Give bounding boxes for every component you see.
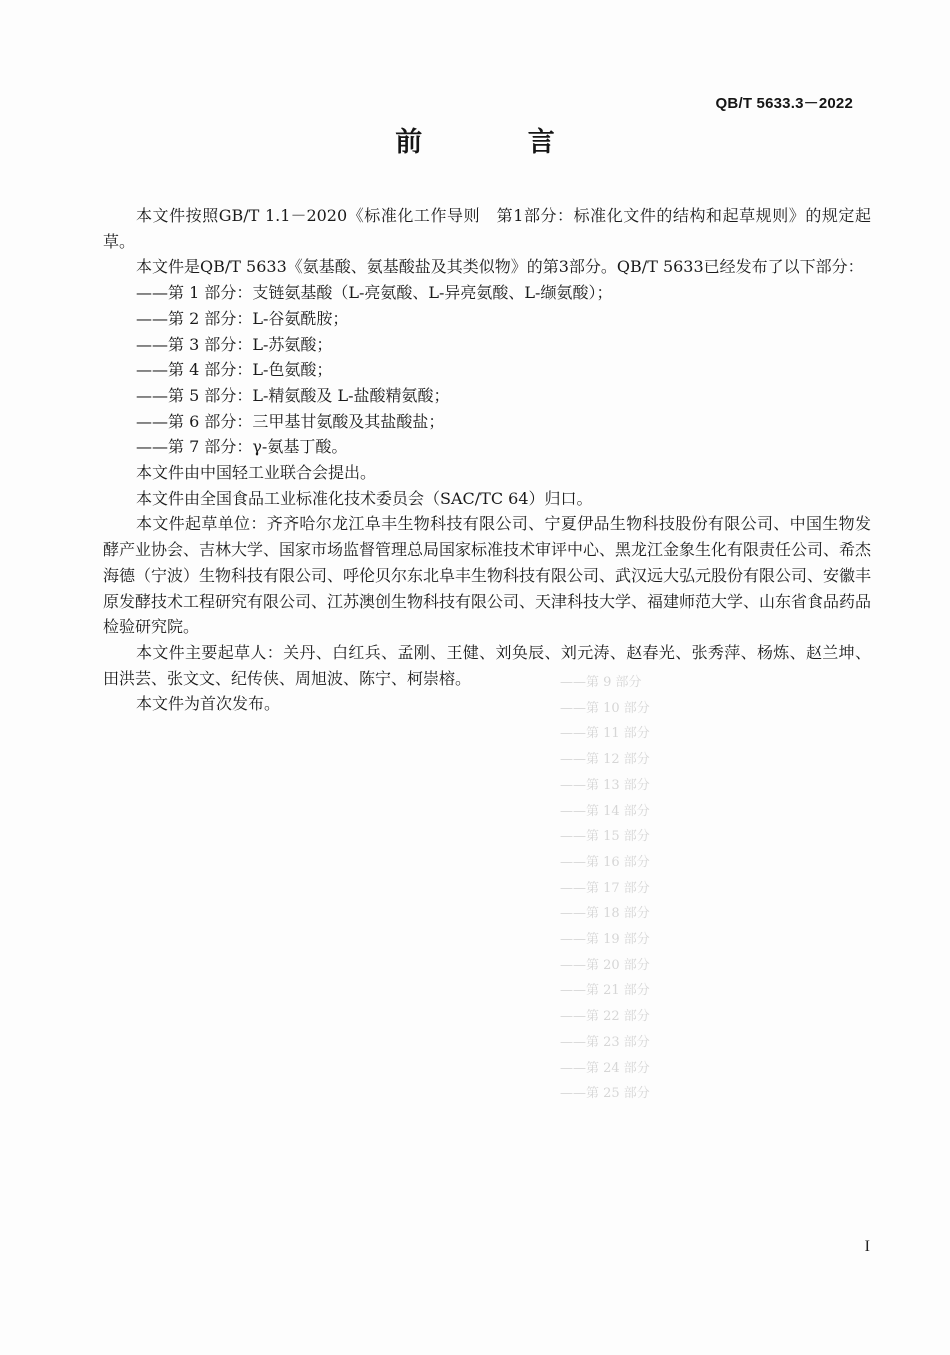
list-item-part-1: ——第 1 部分：支链氨基酸（L-亮氨酸、L-异亮氨酸、L-缬氨酸）； [136,283,613,303]
list-item-part-6: ——第 6 部分：三甲基甘氨酸及其盐酸盐； [136,411,445,431]
document-code: QB/T 5633.3－2022 [715,95,853,112]
paragraph-proposer: 本文件由中国轻工业联合会提出。 [136,463,377,483]
paragraph-drafting-units: 本文件起草单位：齐齐哈尔龙江阜丰生物科技有限公司、宁夏伊品生物科技股份有限公司、中国生物发酵产业协会、吉林大学、国家市场监督管理总局国家标准技术审评中心、黑龙江金象生化有限责任公司、希杰海德（宁波）生物科技有限公司、呼伦贝尔东北阜丰生物科技有限公司、武汉远大弘元股份有限公司、安徽丰原发酵技术工程研究有限公司、江苏澳创生物科技有限公司、天津科技大学、福建师范大学、山东省食品药品检验研究院。 [103,514,872,637]
document-body [103,203,871,717]
paragraph-drafters: 本文件主要起草人：关丹、白红兵、孟刚、王健、刘奂辰、刘元涛、赵春光、张秀萍、杨炼、赵兰坤、田洪芸、张文文、纪传侠、周旭波、陈宁、柯崇榕。 [103,642,871,688]
list-item-part-2: ——第 2 部分：L-谷氨酰胺； [136,308,349,328]
paragraph-first-release: 本文件为首次发布。 [136,694,281,714]
paragraph-series-intro: 本文件是QB/T 5633《氨基酸、氨基酸盐及其类似物》的第3部分。QB/T 5633已经发布了以下部分： [136,257,864,277]
list-item-part-5: ——第 5 部分：L-精氨酸及 L-盐酸精氨酸； [136,385,450,405]
paragraph-committee: 本文件由全国食品工业标准化技术委员会（SAC/TC 64）归口。 [136,488,593,508]
list-item-part-3: ——第 3 部分：L-苏氨酸； [136,334,333,354]
list-item-part-4: ——第 4 部分：L-色氨酸； [136,360,333,380]
show-through-text: ——第 9 部分 ——第 10 部分 ——第 11 部分 ——第 12 部分 ——第 13 部分 ——第 14 部分 ——第 15 部分 ——第 16 部分 ——第 17 部分 ——第 18 部分 ——第 19 部分 ——第 20 部分 ——第 21 部分 ——第 22 部分 ——第 23 部分 ——第 24 部分 ——第 25 部分 [560,675,650,1102]
list-item-part-7: ——第 7 部分：γ-氨基丁酸。 [136,437,348,457]
page-title: 前 言 [395,127,603,158]
page-number: I [864,1238,870,1255]
paragraph-drafting-rules: 本文件按照GB/T 1.1－2020《标准化工作导则 第1部分：标准化文件的结构和起草规则》的规定起草。 [103,206,871,251]
